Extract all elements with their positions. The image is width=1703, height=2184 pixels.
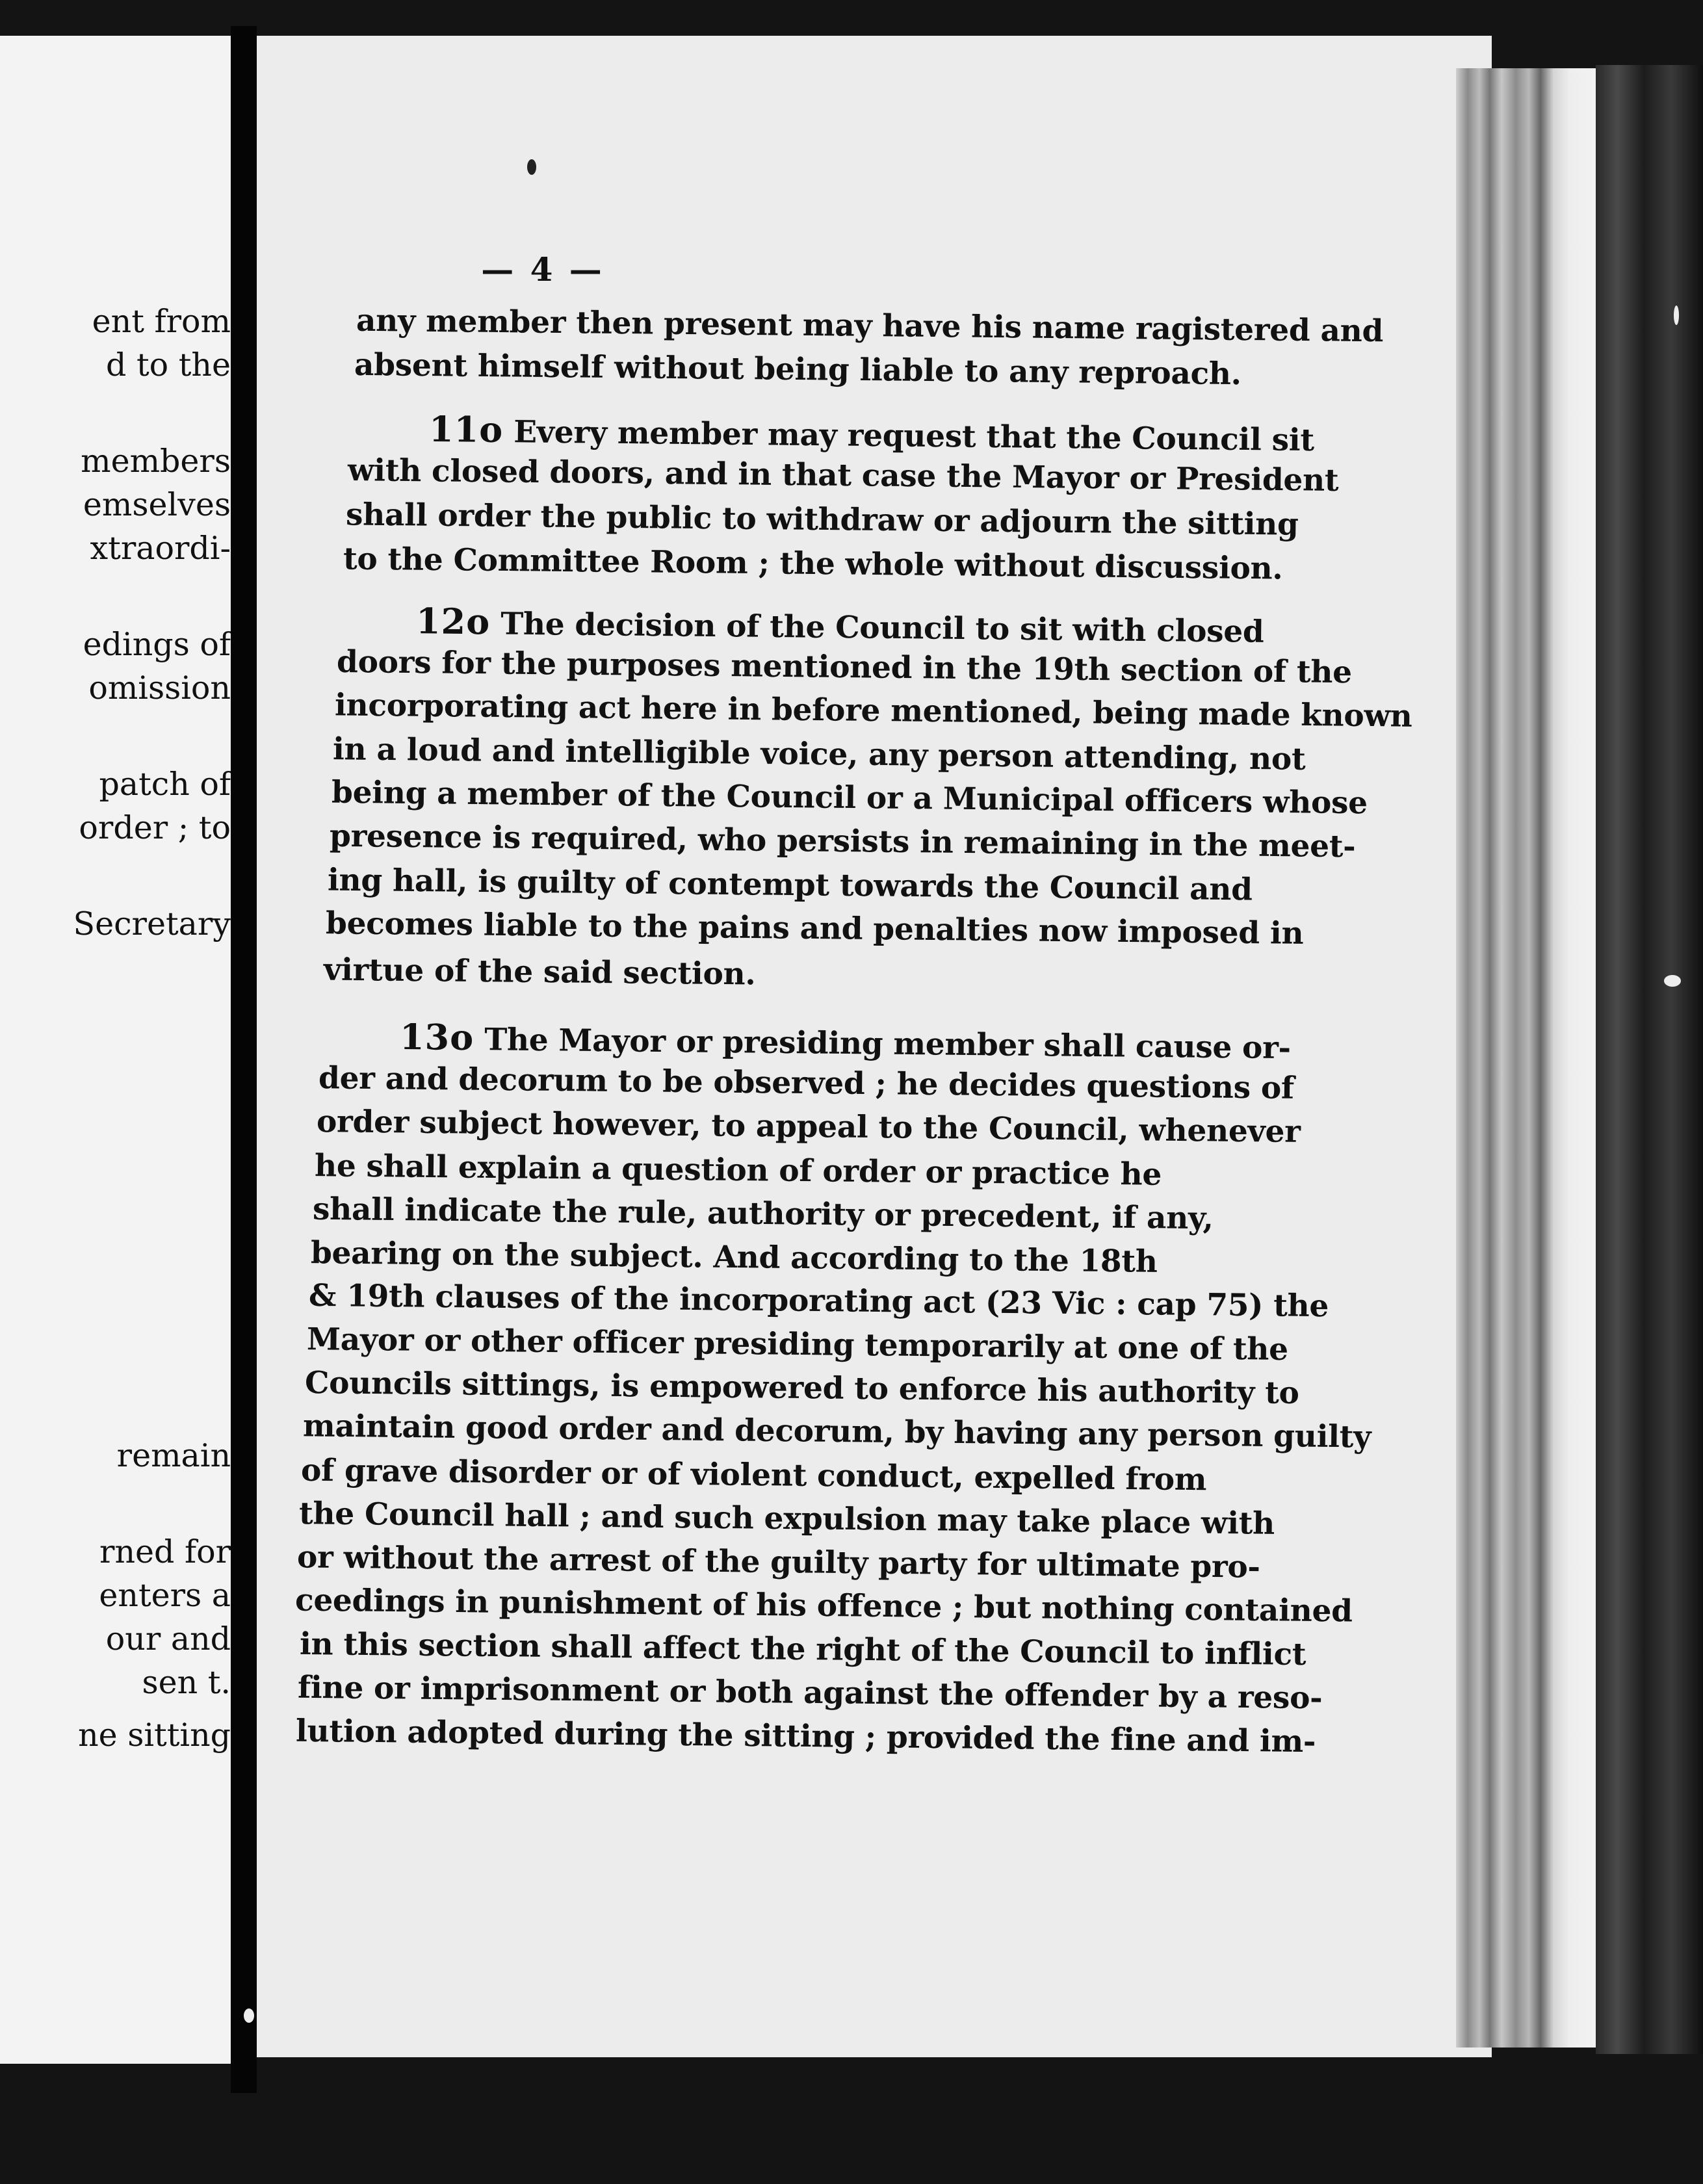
text-line: shall order the public to withdraw or adjourn the sitting — [345, 497, 1299, 543]
left-text-line: rned for — [99, 1533, 231, 1570]
left-text-line: d to the — [106, 346, 231, 384]
left-text-line: order ; to — [79, 809, 231, 846]
left-text-line: our and — [105, 1620, 231, 1658]
scan-speck — [1674, 306, 1679, 325]
text-line: The Mayor or presiding member shall cause or- — [484, 1022, 1292, 1067]
text-line: Councils sittings, is empowered to enforce his authority to — [304, 1364, 1299, 1412]
text-line: der and decorum to be observed ; he decides questions of — [318, 1060, 1295, 1106]
left-text-line: members — [81, 443, 231, 480]
text-line: to the Committee Room ; the whole without discussion. — [343, 541, 1283, 587]
text-line: he shall explain a question of order or practice he — [314, 1148, 1162, 1193]
text-line: incorporating act here in before mentioned, being made known — [334, 687, 1412, 734]
left-text-line: edings of — [83, 626, 231, 663]
page-edges — [1456, 68, 1596, 2048]
text-line: of grave disorder or of violent conduct, expelled from — [300, 1452, 1207, 1498]
left-text-line: ne sitting — [78, 1717, 231, 1754]
text-line: shall indicate the rule, authority or precedent, if any, — [312, 1191, 1214, 1237]
left-text-line: remain — [116, 1437, 231, 1474]
left-text-line: Secretary — [73, 905, 231, 942]
text-line: becomes liable to the pains and penalties now imposed in — [325, 905, 1304, 952]
section-number: 13o — [399, 1015, 474, 1059]
left-text-line: xtraordi- — [90, 530, 231, 567]
text-line: in a loud and intelligible voice, any person attending, not — [332, 731, 1306, 777]
page-number: — 4 — — [481, 250, 604, 289]
left-text-line: sen t. — [142, 1664, 231, 1701]
scan-speck — [244, 2008, 254, 2023]
text-line: maintain good order and decorum, by having any person guilty — [302, 1408, 1372, 1455]
text-line: ing hall, is guilty of contempt towards the Council and — [327, 862, 1253, 908]
text-line: & 19th clauses of the incorporating act (23 Vic : cap 75) the — [308, 1277, 1329, 1325]
text-line: presence is required, who persists in remaining in the meet- — [329, 818, 1356, 865]
text-line: virtue of the said section. — [323, 952, 756, 993]
scan-speck — [1664, 975, 1681, 987]
text-line: with closed doors, and in that case the Mayor or President — [347, 452, 1339, 499]
left-text-line: emselves — [83, 486, 231, 523]
text-line: Mayor or other officer presiding temporarily at one of the — [306, 1321, 1289, 1368]
text-line: being a member of the Council or a Municipal officers whose — [331, 774, 1368, 822]
text-line: doors for the purposes mentioned in the 19th section of the — [336, 644, 1353, 691]
section-number: 11o — [428, 408, 504, 451]
left-text-line: patch of — [99, 766, 231, 803]
text-line: Every member may request that the Council sit — [513, 414, 1315, 459]
text-line: or without the arrest of the guilty party for ultimate pro- — [296, 1539, 1260, 1585]
text-line: order subject however, to appeal to the Council, whenever — [316, 1104, 1301, 1150]
section-number: 12o — [415, 600, 491, 643]
left-text-line: enters a — [99, 1577, 231, 1614]
text-line: The decision of the Council to sit with closed — [500, 606, 1264, 650]
left-facing-page — [0, 36, 231, 2064]
text-line: fine or imprisonment or both against the offender by a reso- — [297, 1669, 1323, 1717]
text-line: ceedings in punishment of his offence ; but nothing contained — [294, 1582, 1353, 1630]
text-line: in this section shall affect the right of the Council to inflict — [299, 1626, 1306, 1673]
ink-dot — [527, 159, 536, 175]
book-cover-edge — [1596, 65, 1703, 2054]
left-text-line: ent from — [92, 303, 231, 340]
text-line: the Council hall ; and such expulsion may take place with — [298, 1496, 1275, 1542]
text-line: lution adopted during the sitting ; provided the fine and im- — [295, 1713, 1316, 1760]
text-line: bearing on the subject. And according to the 18th — [310, 1235, 1158, 1280]
text-line: absent himself without being liable to any reproach. — [354, 346, 1242, 393]
text-line: any member then present may have his name ragistered and — [356, 302, 1384, 350]
left-text-line: omission — [88, 670, 231, 707]
book-gutter — [231, 26, 257, 2093]
